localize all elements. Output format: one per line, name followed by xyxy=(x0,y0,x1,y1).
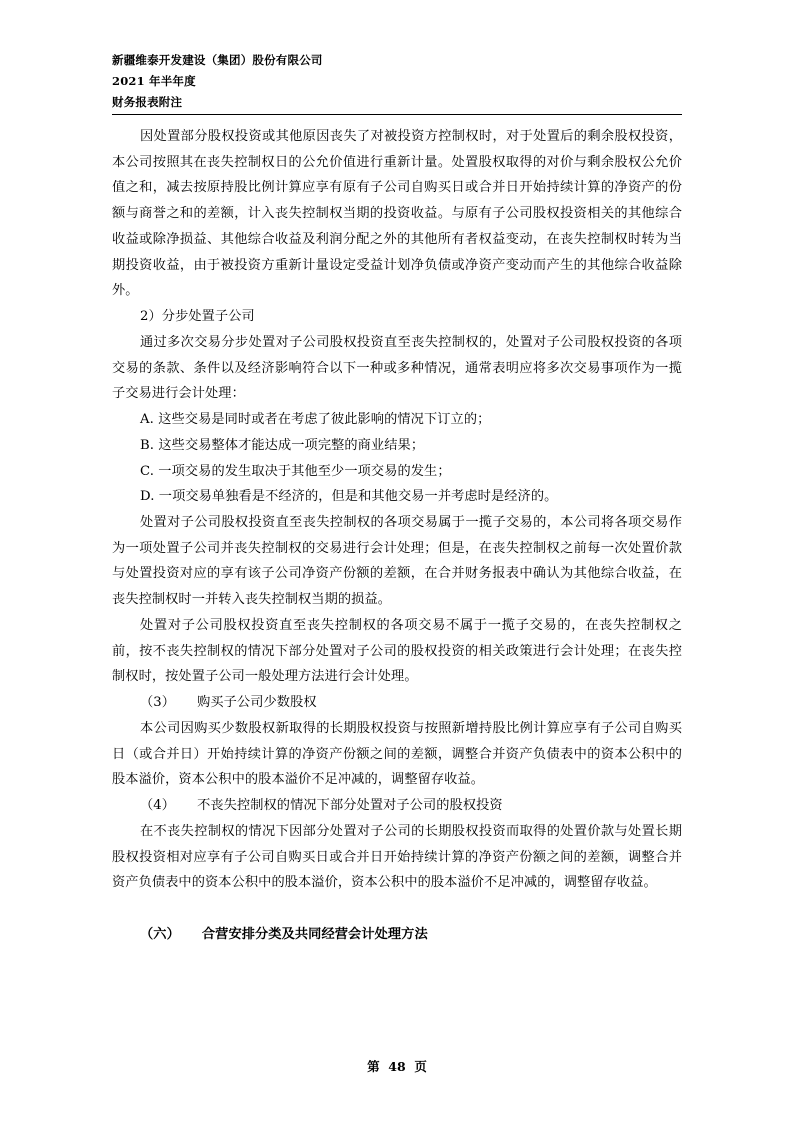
document-body xyxy=(112,124,682,948)
section-six-label: 合营安排分类及共同经营会计处理方法 xyxy=(201,927,428,943)
page-footer xyxy=(0,1057,794,1075)
section-six-heading xyxy=(112,922,682,948)
document-header xyxy=(112,50,682,113)
footer-prefix: 第 xyxy=(367,1059,380,1074)
list-item-c: C. 一项交易的发生取决于其他至少一项交易的发生； xyxy=(140,463,451,479)
subsection-3-title xyxy=(112,690,682,716)
header-section: 财务报表附注 xyxy=(112,94,183,109)
header-company-name: 新疆维泰开发建设（集团）股份有限公司 xyxy=(112,53,323,67)
paragraph-loss-of-control: 因处置部分股权投资或其他原因丧失了对被投资方控制权时，对于处置后的剩余股权投资，本公司按照其在丧失控制权日的公允价值进行重新计量。处置股权取得的对价与剩余股权公允价值之和，减去按原持股比例计算应享有原有子公司自购买日或合并日开始持续计算的净资产的份额与商誉之和的差额，计入丧失控制权当期的投资收益。与原有子公司股权投资相关的其他综合收益或除净损益、其他综合收益及利润分配之外的其他所有者权益变动，在丧失控制权时转为当期投资收益，由于被投资方重新计量设定受益计划净负债或净资产变动而产生的其他综合收益除外。 xyxy=(112,129,682,299)
list-item-a: A. 这些交易是同时或者在考虑了彼此影响的情况下订立的； xyxy=(140,412,491,428)
list-item-d: D. 一项交易单独看是不经济的，但是和其他交易一并考虑时是经济的。 xyxy=(140,489,558,505)
list-item-b: B. 这些交易整体才能达成一项完整的商业结果； xyxy=(140,437,425,453)
paragraph-non-bundled-transaction: 处置对子公司股权投资直至丧失控制权的各项交易不属于一揽子交易的，在丧失控制权之前，按不丧失控制权的情况下部分处置对子公司的股权投资的相关政策进行会计处理；在丧失控制权时，按处置子公司一般处理方法进行会计处理。 xyxy=(112,617,682,685)
paragraph-stepwise-disposal-intro: 通过多次交易分步处置对子公司股权投资直至丧失控制权的，处置对子公司股权投资的各项交易的条款、条件以及经济影响符合以下一种或多种情况，通常表明应将多次交易事项作为一揽子交易进行会计处理： xyxy=(112,334,682,402)
header-period: 2021 年半年度 xyxy=(112,73,196,88)
subsection-3-number: （3） xyxy=(140,695,176,711)
paragraph-stepwise-disposal-heading: 2）分步处置子公司 xyxy=(140,309,255,325)
footer-page-number: 48 xyxy=(388,1059,406,1074)
subsection-4-title xyxy=(112,793,682,819)
header-divider xyxy=(112,114,682,115)
subsection-3-label: 购买子公司少数股权 xyxy=(197,695,317,711)
footer-suffix: 页 xyxy=(414,1059,427,1074)
subsection-4-number: （4） xyxy=(140,798,176,814)
paragraph-purchase-minority-interest: 本公司因购买少数股权新取得的长期股权投资与按照新增持股比例计算应享有子公司自购买日（或合并日）开始持续计算的净资产份额之间的差额，调整合并资产负债表中的资本公积中的股本溢价，资本公积中的股本溢价不足冲减的，调整留存收益。 xyxy=(112,720,682,788)
subsection-4-label: 不丧失控制权的情况下部分处置对子公司的股权投资 xyxy=(197,798,503,814)
section-six-number: （六） xyxy=(140,927,180,943)
paragraph-bundled-transaction: 处置对子公司股权投资直至丧失控制权的各项交易属于一揽子交易的，本公司将各项交易作为一项处置子公司并丧失控制权的交易进行会计处理；但是，在丧失控制权之前每一次处置价款与处置投资对应的享有该子公司净资产份额的差额，在合并财务报表中确认为其他综合收益，在丧失控制权时一并转入丧失控制权当期的损益。 xyxy=(112,515,682,608)
paragraph-partial-disposal: 在不丧失控制权的情况下因部分处置对子公司的长期股权投资而取得的处置价款与处置长期股权投资相对应享有子公司自购买日或合并日开始持续计算的净资产份额之间的差额，调整合并资产负债表中的资本公积中的股本溢价，资本公积中的股本溢价不足冲减的，调整留存收益。 xyxy=(112,823,682,891)
